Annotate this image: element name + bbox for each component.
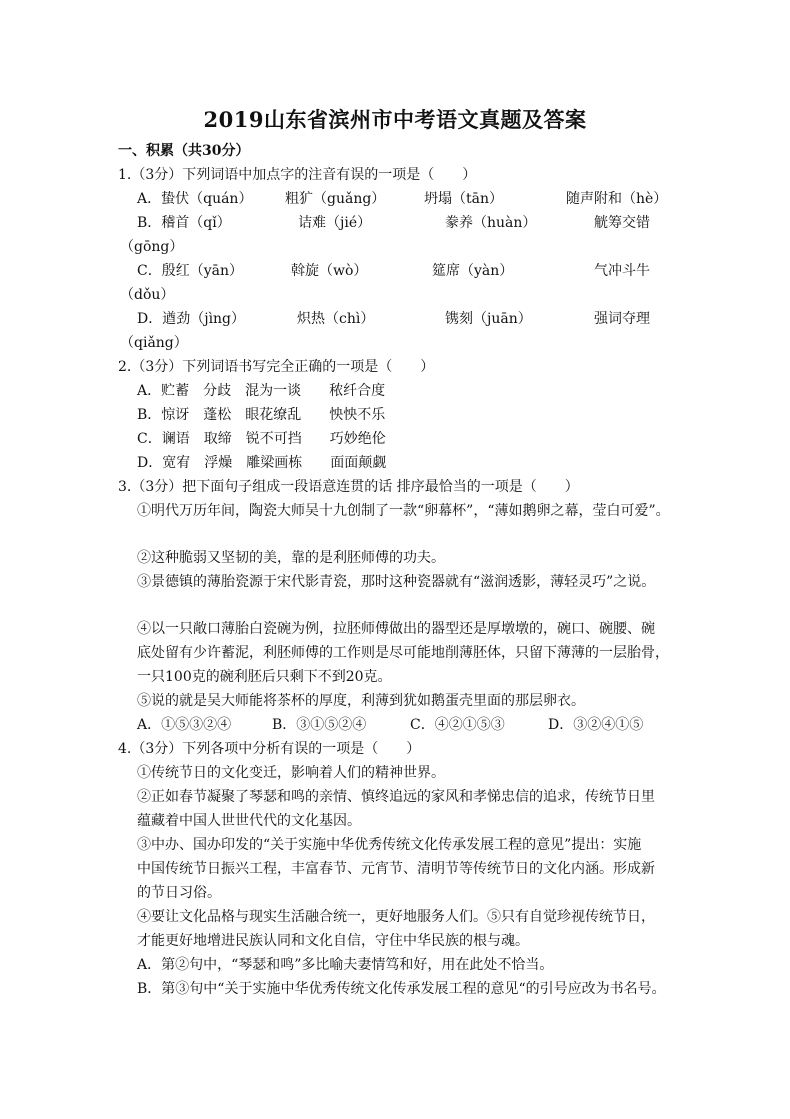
- question-2-option-b: B．惊讶 蓬松 眼花缭乱 怏怏不乐: [137, 407, 386, 423]
- question-4-sentence-3-line-2: 中国传统节日振兴工程，丰富春节、元宵节、清明节等传统节日的文化内涵。形成新: [137, 861, 655, 877]
- question-4-sentence-4-line-1: ④要让文化品格与现实生活融合统一，更好地服务人们。⑤只有自觉珍视传统节日，: [137, 909, 655, 925]
- question-3-sentence-2: ②这种脆弱又坚韧的美，靠的是利胚师傅的功夫。: [137, 550, 445, 566]
- option-a-word-2: 粗犷（guǎng）: [285, 191, 386, 207]
- question-3-sentence-1: ①明代万历年间，陶瓷大师吴十九创制了一款“卵幕杯”，“薄如鹅卵之幕，莹白可爱”。: [137, 503, 670, 519]
- question-1-option-c-wrap: （dǒu）: [120, 287, 175, 303]
- question-3-option-b: B．③①⑤②④: [272, 717, 367, 733]
- option-c-word-3: 筵席（yàn）: [432, 263, 514, 279]
- option-c-word-1: C．殷红（yān）: [137, 263, 243, 279]
- question-1-option-b-wrap: （gōng）: [120, 239, 184, 255]
- question-4-stem: 4.（3分）下列各项中分析有误的一项是（ ）: [118, 741, 421, 757]
- option-c-word-2: 斡旋（wò）: [291, 263, 368, 279]
- option-b-word-3: 豢养（huàn）: [445, 215, 537, 231]
- question-3-sentence-4-line-1: ④以一只敞口薄胎白瓷碗为例，拉胚师傅做出的器型还是厚墩墩的，碗口、碗腰、碗: [137, 621, 655, 637]
- document-title: 2019山东省滨州市中考语文真题及答案: [203, 107, 587, 132]
- question-4-sentence-2-line-1: ②正如春节凝聚了琴瑟和鸣的亲情、慎终追远的家风和孝悌忠信的追求，传统节日里: [137, 789, 655, 805]
- question-4-option-a: A．第②句中，“琴瑟和鸣”多比喻夫妻情笃和好，用在此处不恰当。: [137, 957, 554, 973]
- question-4-sentence-3-line-1: ③中办、国办印发的“关于实施中华优秀传统文化传承发展工程的意见”提出：实施: [137, 837, 642, 853]
- question-3-option-d: D．③②④①⑤: [548, 717, 644, 733]
- question-3-sentence-3: ③景德镇的薄胎瓷源于宋代影青瓷，那时这种瓷器就有“滋润透影，薄轻灵巧”之说。: [137, 574, 656, 590]
- option-c-word-4: 气冲斗牛: [594, 263, 650, 279]
- option-a-word-3: 坍塌（tān）: [424, 191, 503, 207]
- option-b-word-2: 诘难（jié）: [298, 215, 372, 231]
- question-3-stem: 3.（3分）把下面句子组成一段语意连贯的话 排序最恰当的一项是（ ）: [118, 479, 579, 495]
- option-d-word-4: 强词夺理: [594, 311, 650, 327]
- option-d-word-3: 镌刻（juān）: [445, 311, 532, 327]
- question-2-option-c: C．谰语 取缔 锐不可挡 巧妙绝伦: [137, 431, 386, 447]
- option-d-word-1: D．遒劲（jìng）: [137, 311, 246, 327]
- option-b-word-4: 觥筹交错: [594, 215, 650, 231]
- option-a-word-1: A．蛰伏（quán）: [137, 191, 253, 207]
- question-3-sentence-4-line-3: 一只100克的碗利胚后只剩下不到20克。: [137, 669, 392, 685]
- question-1-option-d-wrap: （qiǎng）: [120, 335, 188, 351]
- question-4-option-b: B．第③句中“关于实施中华优秀传统文化传承发展工程的意见“的引号应改为书名号。: [137, 981, 666, 997]
- question-3-option-a: A．①⑤③②④: [137, 717, 232, 733]
- option-d-word-2: 炽热（chì）: [297, 311, 375, 327]
- question-3-option-c: C．④②①⑤③: [410, 717, 505, 733]
- option-a-word-4: 随声附和（hè）: [566, 191, 668, 207]
- question-4-sentence-4-line-2: 才能更好地增进民族认同和文化自信，守住中华民族的根与魂。: [137, 933, 529, 949]
- question-3-sentence-4-line-2: 底处留有少许蓄泥，利胚师傅的工作则是尽可能地削薄胚体，只留下薄薄的一层胎骨，: [137, 645, 669, 661]
- question-3-sentence-5: ⑤说的就是吴大师能将茶杯的厚度，利薄到犹如鹅蛋壳里面的那层卵衣。: [137, 693, 585, 709]
- question-4-sentence-2-line-2: 蕴藏着中国人世世代代的文化基因。: [137, 813, 361, 829]
- question-4-sentence-3-line-3: 的节日习俗。: [137, 885, 221, 901]
- question-2-stem: 2.（3分）下列词语书写完全正确的一项是（ ）: [118, 359, 435, 375]
- question-4-sentence-1: ①传统节日的文化变迁，影响着人们的精神世界。: [137, 765, 445, 781]
- option-b-word-1: B．稽首（qǐ）: [137, 215, 231, 231]
- section-heading-accumulation: 一、积累（共30分）: [118, 143, 250, 159]
- question-2-option-d: D．宽宥 浮燥 雕梁画栋 面面颠觑: [137, 455, 387, 471]
- question-2-option-a: A．贮蓄 分歧 混为一谈 秾纤合度: [137, 383, 386, 399]
- question-1-stem: 1.（3分）下列词语中加点字的注音有误的一项是（ ）: [118, 167, 477, 183]
